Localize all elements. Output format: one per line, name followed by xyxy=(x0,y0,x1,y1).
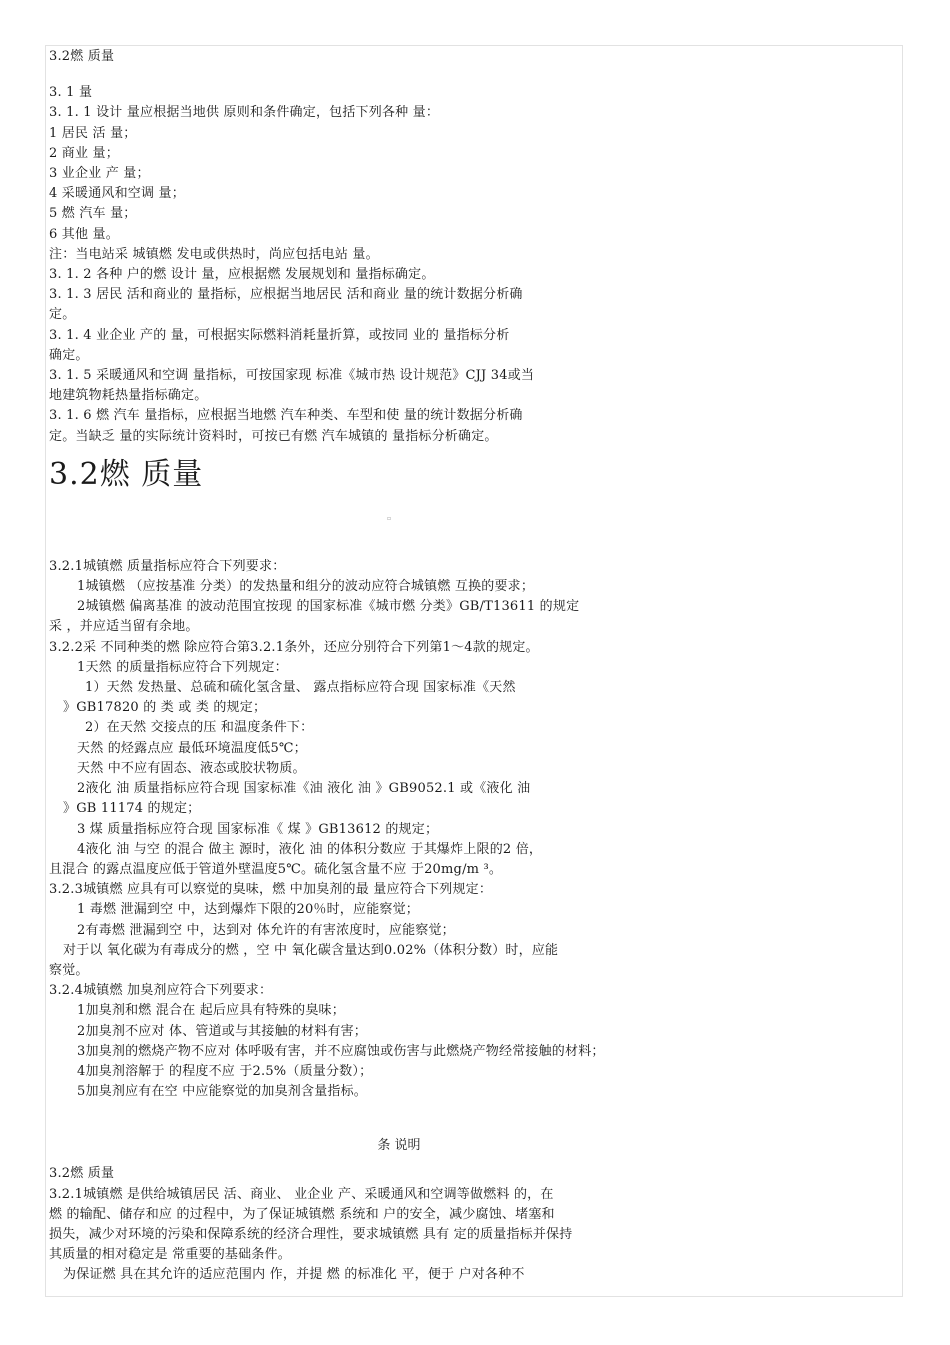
text-line: 3. 1. 6 燃 汽车 量指标，应根据当地燃 汽车种类、车型和使 量的统计数据分析确 xyxy=(49,408,523,424)
text-line: 3. 1 量 xyxy=(49,85,93,101)
text-line: 2加臭剂不应对 体、管道或与其接触的材料有害； xyxy=(77,1023,368,1039)
text-line: 3.2.2采 不同种类的燃 除应符合第3.2.1条外，还应分别符合下列第1～4款的规定。 xyxy=(49,639,539,655)
gas-consumption-section xyxy=(49,83,689,447)
text-line: 5 燃 汽车 量； xyxy=(49,206,137,222)
text-line: 1 毒燃 泄漏到空 中，达到爆炸下限的20％时，应能察觉； xyxy=(77,902,420,918)
text-line: 燃 的输配、储存和应 的过程中，为了保证城镇燃 系统和 户的安全，减少腐蚀、堵塞和 xyxy=(49,1206,555,1222)
text-line: 4液化 油 与空 的混合 做主 源时，液化 油 的体积分数应 于其爆炸上限的2 倍， xyxy=(77,841,543,857)
text-line: 察觉。 xyxy=(49,962,89,978)
text-line: 2液化 油 质量指标应符合现 国家标准《油 液化 油 》GB9052.1 或《液化 油 xyxy=(77,781,531,797)
section-heading: 3.2燃 质量 xyxy=(49,456,204,492)
text-line: 1）天然 发热量、总硫和硫化氢含量、 露点指标应符合现 国家标准《天然 xyxy=(85,680,516,696)
text-line: 3. 1. 5 采暖通风和空调 量指标，可按国家现 标准《城市热 设计规范》CJJ 34或当 xyxy=(49,368,535,384)
text-line: 3 业企业 产 量； xyxy=(49,166,150,182)
section-title-small: 3.2燃 质量 xyxy=(49,49,115,64)
text-line: 为保证燃 具在其允许的适应范围内 作，并提 燃 的标准化 平，便于 户对各种不 xyxy=(63,1267,525,1283)
text-line: 6 其他 量。 xyxy=(49,226,119,242)
text-line: 3. 1. 4 业企业 产的 量，可根据实际燃料消耗量折算，或按同 业的 量指标分析 xyxy=(49,327,510,343)
text-line: 3. 1. 1 设计 量应根据当地供 原则和条件确定，包括下列各种 量： xyxy=(49,105,440,121)
text-line: 3.2.1城镇燃 质量指标应符合下列要求： xyxy=(49,558,286,574)
text-line: 4 采暖通风和空调 量； xyxy=(49,186,185,202)
text-line: 2有毒燃 泄漏到空 中，达到对 体允许的有害浓度时，应能察觉； xyxy=(77,922,455,938)
text-line: 3.2.1城镇燃 是供给城镇居民 活、商业、 业企业 产、采暖通风和空调等做燃料 的，在 xyxy=(49,1186,554,1202)
text-line: 3.2.4城镇燃 加臭剂应符合下列要求： xyxy=(49,983,273,999)
text-line: 天然 中不应有固态、液态或胶状物质。 xyxy=(77,760,306,776)
gas-quality-section xyxy=(49,557,689,1102)
text-line: 2城镇燃 偏离基准 的波动范围宜按现 的国家标准《城市燃 分类》GB/T13611 的规定 xyxy=(77,599,580,615)
text-line: 确定。 xyxy=(49,347,89,363)
text-line: 其质量的相对稳定是 常重要的基础条件。 xyxy=(49,1247,291,1263)
text-line: 3.2.3城镇燃 应具有可以察觉的臭味，燃 中加臭剂的最 量应符合下列规定： xyxy=(49,882,493,898)
text-line: 注：当电站采 城镇燃 发电或供热时，尚应包括电站 量。 xyxy=(49,246,379,262)
text-line: 定。 xyxy=(49,307,76,323)
text-line: 地建筑物耗热量指标确定。 xyxy=(49,388,208,404)
text-line: 天然 的烃露点应 最低环境温度低5℃； xyxy=(77,740,307,756)
text-line: 定。当缺乏 量的实际统计资料时，可按已有燃 汽车城镇的 量指标分析确定。 xyxy=(49,428,498,444)
text-line: 2 商业 量； xyxy=(49,145,119,161)
explanation-section xyxy=(49,1164,689,1285)
text-line: 采 ，并应适当留有余地。 xyxy=(49,619,199,635)
text-line: 且混合 的露点温度应低于管道外壁温度5℃。硫化氢含量不应 于20mg/m ³。 xyxy=(49,861,503,877)
text-line: 5加臭剂应有在空 中应能察觉的加臭剂含量指标。 xyxy=(77,1084,368,1100)
text-line: 1 居民 活 量； xyxy=(49,125,137,141)
text-line: 1天然 的质量指标应符合下列规定： xyxy=(77,659,288,675)
text-line: 3 煤 质量指标应符合现 国家标准《 煤 》GB13612 的规定； xyxy=(77,821,439,837)
text-line: 损失，减少对环境的污染和保障系统的经济合理性，要求城镇燃 具有 定的质量指标并保持 xyxy=(49,1226,573,1242)
text-line: 1城镇燃 （应按基准 分类）的发热量和组分的波动应符合城镇燃 互换的要求； xyxy=(77,579,535,595)
explanation-title: 条 说明 xyxy=(377,1138,421,1154)
spacer xyxy=(49,67,689,83)
text-line: 3. 1. 2 各种 户的燃 设计 量，应根据燃 发展规划和 量指标确定。 xyxy=(49,267,435,283)
text-line: 对于以 氧化碳为有毒成分的燃 ，空 中 氧化碳含量达到0.02%（体积分数）时，应能 xyxy=(63,942,559,958)
text-line: 4加臭剂溶解于 的程度不应 于2.5%（质量分数）； xyxy=(77,1063,373,1079)
document-body xyxy=(49,47,689,1286)
text-line: 2）在天然 交接点的压 和温度条件下： xyxy=(85,720,314,736)
text-line: 》GB17820 的 类 或 类 的规定； xyxy=(63,700,267,716)
text-line: 3. 1. 3 居民 活和商业的 量指标，应根据当地居民 活和商业 量的统计数据分析确 xyxy=(49,287,523,303)
dot-mark: ▫ xyxy=(386,514,392,522)
text-line: 》GB 11174 的规定； xyxy=(63,801,201,817)
text-line: 3.2燃 质量 xyxy=(49,1166,115,1182)
text-line: 1加臭剂和燃 混合在 起后应具有特殊的臭味； xyxy=(77,1003,345,1019)
text-line: 3加臭剂的燃烧产物不应对 体呼吸有害，并不应腐蚀或伤害与此燃烧产物经常接触的材料； xyxy=(77,1043,605,1059)
